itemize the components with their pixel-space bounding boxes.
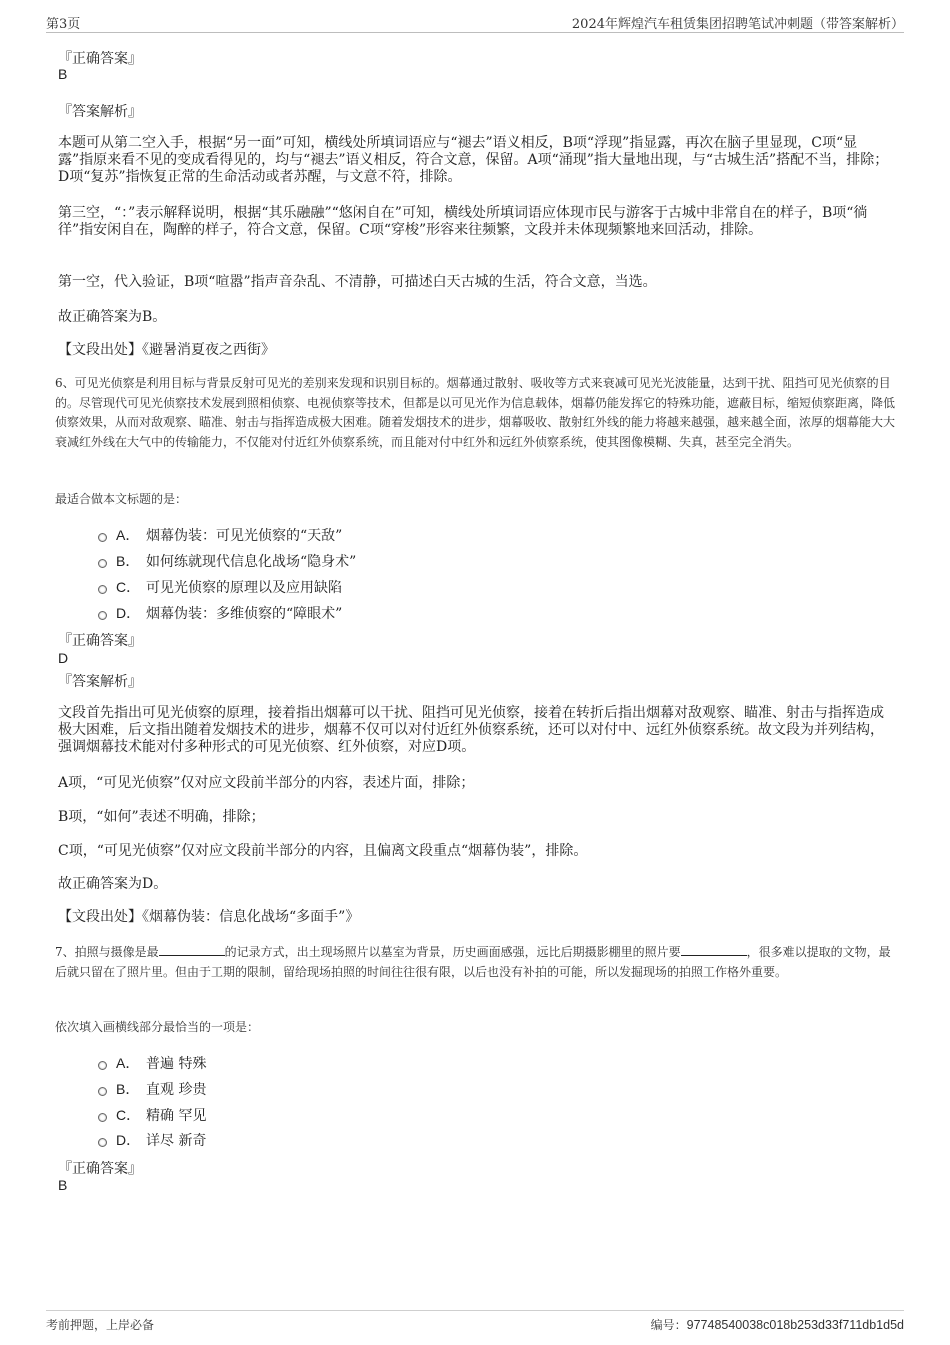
answer-value: D bbox=[58, 650, 69, 666]
option-key: B． bbox=[116, 1081, 140, 1097]
analysis-label: 『答案解析』 bbox=[58, 674, 142, 690]
id-label: 编号： bbox=[650, 1318, 687, 1332]
answer-label: 『正确答案』 bbox=[58, 633, 142, 649]
option-c[interactable] bbox=[98, 577, 342, 597]
option-b[interactable] bbox=[98, 1079, 206, 1099]
option-text: 如何练就现代信息化战场“隐身术” bbox=[146, 554, 357, 570]
option-text: 详尽 新奇 bbox=[146, 1133, 207, 1149]
page-number: 第3页 bbox=[46, 17, 81, 32]
radio-icon[interactable] bbox=[98, 1061, 107, 1070]
analysis-paragraph: 文段首先指出可见光侦察的原理，接着指出烟幕可以干扰、阻挡可见光侦察，接着在转折后指出烟幕对敌观察、瞄准、射击与指挥造成极大困难，后文指出随着发烟技术的进步，烟幕不仅可以对付近红外侦察系统，还可以对付中、远红外侦察系统。故文段为并列结构，强调烟幕技术能对付多种形式的可见光侦察、红外侦察，对应D项。 bbox=[58, 705, 884, 755]
option-text: 精确 罕见 bbox=[146, 1108, 207, 1124]
option-text: 烟幕伪装：多维侦察的“障眼术” bbox=[146, 606, 343, 622]
document-title: 2024年辉煌汽车租赁集团招聘笔试冲刺题（带答案解析） bbox=[571, 17, 904, 32]
source-note: 【文段出处】《烟幕伪装：信息化战场“多面手”》 bbox=[58, 909, 360, 925]
analysis-paragraph: 第一空，代入验证，B项“喧嚣”指声音杂乱、不清静，可描述白天古城的生活，符合文意，当选。 bbox=[58, 274, 657, 290]
radio-icon[interactable] bbox=[98, 533, 107, 542]
analysis-paragraph: 故正确答案为B。 bbox=[58, 309, 167, 325]
source-note: 【文段出处】《避暑消夏夜之西街》 bbox=[58, 342, 275, 358]
radio-icon[interactable] bbox=[98, 1087, 107, 1096]
analysis-paragraph: 第三空，“：”表示解释说明，根据“其乐融融”“悠闲自在”可知，横线处所填词语应体现市民与游客于古城中非常自在的样子，B项“徜徉”指安闲自在，陶醉的样子，符合文意，保留。C项“穿梭”形容来往频繁，文段并未体现频繁地来回活动，排除。 bbox=[58, 205, 868, 238]
option-text: 可见光侦察的原理以及应用缺陷 bbox=[146, 580, 342, 596]
option-key: B． bbox=[116, 553, 140, 569]
option-text: 烟幕伪装：可见光侦察的“天敌” bbox=[146, 528, 343, 544]
option-key: C． bbox=[116, 1107, 141, 1123]
question-ask: 依次填入画横线部分最恰当的一项是： bbox=[55, 1020, 260, 1034]
fill-blank bbox=[159, 943, 225, 956]
question-stem bbox=[55, 943, 897, 982]
answer-label: 『正确答案』 bbox=[58, 51, 142, 67]
analysis-paragraph: 故正确答案为D。 bbox=[58, 876, 168, 892]
radio-icon[interactable] bbox=[98, 585, 107, 594]
answer-value: B bbox=[58, 66, 68, 82]
option-d[interactable] bbox=[98, 1130, 206, 1150]
option-b[interactable] bbox=[98, 551, 356, 571]
id-value: 97748540038c018b253d33f711db1d5d bbox=[686, 1318, 904, 1332]
radio-icon[interactable] bbox=[98, 1113, 107, 1122]
option-text: 直观 珍贵 bbox=[146, 1082, 207, 1098]
document-id bbox=[651, 1316, 904, 1333]
page-header bbox=[46, 10, 904, 33]
analysis-paragraph: A项，“可见光侦察”仅对应文段前半部分的内容，表述片面，排除； bbox=[58, 775, 475, 791]
answer-value: B bbox=[58, 1177, 68, 1193]
analysis-paragraph: C项，“可见光侦察”仅对应文段前半部分的内容，且偏离文段重点“烟幕伪装”，排除。 bbox=[58, 843, 588, 859]
stem-text: 的记录方式，出土现场照片以墓室为背景，历史画面感强，远比后期摄影棚里的照片要 bbox=[224, 945, 681, 959]
option-a[interactable] bbox=[98, 525, 342, 545]
question-ask: 最适合做本文标题的是： bbox=[55, 492, 188, 506]
question-stem: 6、可见光侦察是利用目标与背景反射可见光的差别来发现和识别目标的。烟幕通过散射、吸收等方式来衰减可见光光波能量，达到干扰、阻挡可见光侦察的目的。尽管现代可见光侦察技术发展到照相侦察、电视侦察等技术，但都是以可见光作为信息载体，烟幕仍能发挥它的特殊功能，遮蔽目标，缩短侦察距离，降低侦察效果，从而对敌观察、瞄准、射击与指挥造成极大困难。随着发烟技术的进步，烟幕吸收、散射红外线的能力将越来越强，越来越全面，浓厚的烟幕能大大衰减红外线在大气中的传输能力，不仅能对付近红外侦察系统，而且能对付中红外和远红外侦察系统，使其图像模糊、失真，甚至完全消失。 bbox=[55, 376, 896, 449]
option-d[interactable] bbox=[98, 603, 342, 623]
analysis-paragraph: B项，“如何”表述不明确，排除； bbox=[58, 809, 265, 825]
option-key: D． bbox=[116, 1132, 141, 1148]
option-key: D． bbox=[116, 605, 141, 621]
answer-label: 『正确答案』 bbox=[58, 1161, 142, 1177]
radio-icon[interactable] bbox=[98, 611, 107, 620]
option-text: 普遍 特殊 bbox=[146, 1056, 207, 1072]
page-footer bbox=[46, 1310, 904, 1333]
option-a[interactable] bbox=[98, 1053, 206, 1073]
stem-text: 7、拍照与摄像是最 bbox=[55, 945, 159, 959]
radio-icon[interactable] bbox=[98, 1138, 107, 1147]
radio-icon[interactable] bbox=[98, 559, 107, 568]
analysis-label: 『答案解析』 bbox=[58, 104, 142, 120]
analysis-paragraph: 本题可从第二空入手，根据“另一面”可知，横线处所填词语应与“褪去”语义相反，B项“浮现”指显露，再次在脑子里显现，C项“显露”指原来看不见的变成看得见的，均与“褪去”语义相反，符合文意，保留。A项“涌现”指大量地出现，与“古城生活”搭配不当，排除；D项“复苏”指恢复正常的生命活动或者苏醒，与文意不符，排除。 bbox=[58, 135, 889, 185]
option-c[interactable] bbox=[98, 1105, 206, 1125]
fill-blank bbox=[681, 943, 747, 956]
footer-slogan: 考前押题，上岸必备 bbox=[46, 1318, 155, 1332]
option-key: C． bbox=[116, 579, 141, 595]
option-key: A． bbox=[116, 527, 140, 543]
stem-text: ，很多难以提取的文物，最后就只留在了照片里。但由于工期的限制，留给现场拍照的时间往往很有限，以后也没有补拍的可能，所以发掘现场的拍照工作格外重要。 bbox=[55, 945, 891, 979]
option-key: A． bbox=[116, 1055, 140, 1071]
